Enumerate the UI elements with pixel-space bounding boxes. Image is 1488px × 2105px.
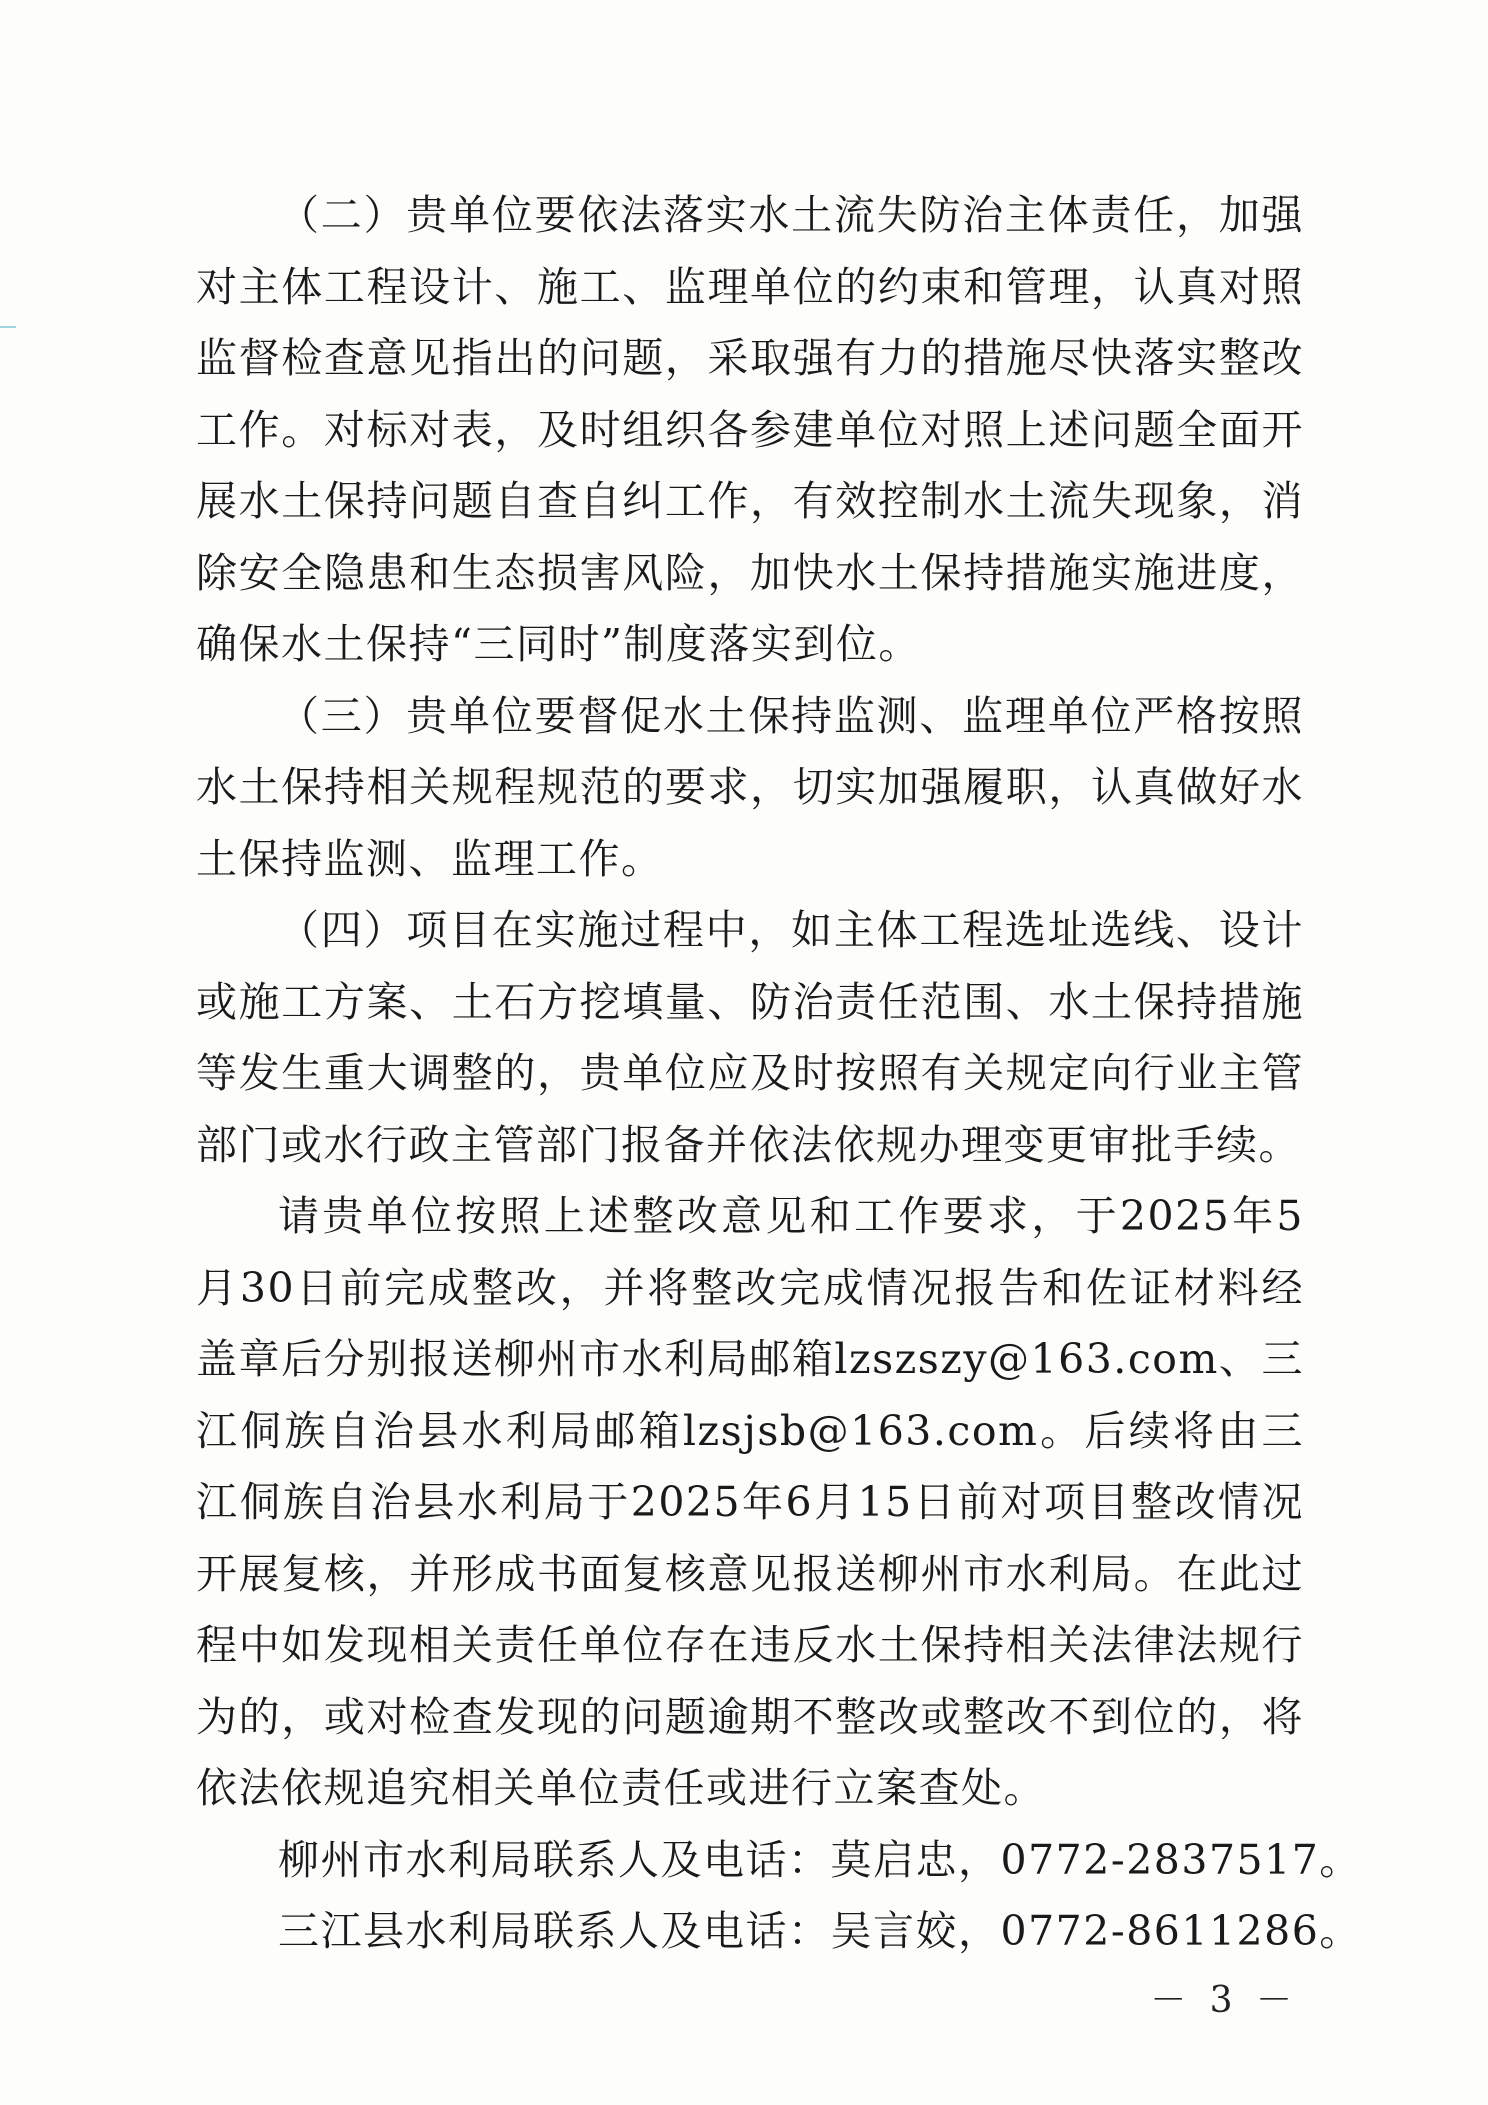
paragraph-item-4: （四）项目在实施过程中，如主体工程选址选线、设计或施工方案、土石方挖填量、防治责任范围、水土保持措施等发生重大调整的，贵单位应及时按照有关规定向行业主管部门或水行政主管部门报备并依法依规办理变更审批手续。: [196, 906, 1304, 1169]
page-number: － 3 －: [1150, 1980, 1298, 2021]
contact-sanjiang: 三江县水利局联系人及电话：吴言姣，0772-8611286。: [278, 1907, 1362, 1955]
paragraph-rectification-request: 请贵单位按照上述整改意见和工作要求，于2025年5月30日前完成整改，并将整改完成情况报告和佐证材料经盖章后分别报送柳州市水利局邮箱lzszszy@163.com、三江侗族自治县水利局邮箱lzsjsb@163.com。后续将由三江侗族自治县水利局于2025年6月15日前对项目整改情况开展复核，并形成书面复核意见报送柳州市水利局。在此过程中如发现相关责任单位存在违反水土保持相关法律法规行为的，或对检查发现的问题逾期不整改或整改不到位的，将依法依规追究相关单位责任或进行立案查处。: [196, 1192, 1304, 1812]
document-body: [196, 180, 1362, 1968]
paragraph-item-3: （三）贵单位要督促水土保持监测、监理单位严格按照水土保持相关规程规范的要求，切实加强履职，认真做好水土保持监测、监理工作。: [196, 691, 1304, 883]
paragraph-item-2: （二）贵单位要依法落实水土流失防治主体责任，加强对主体工程设计、施工、监理单位的约束和管理，认真对照监督检查意见指出的问题，采取强有力的措施尽快落实整改工作。对标对表，及时组织各参建单位对照上述问题全面开展水土保持问题自查自纠工作，有效控制水土流失现象，消除安全隐患和生态损害风险，加快水土保持措施实施进度，确保水土保持“三同时”制度落实到位。: [196, 191, 1304, 668]
contact-liuzhou: 柳州市水利局联系人及电话：莫启忠，0772-2837517。: [278, 1835, 1362, 1884]
scan-edge-mark: [0, 326, 16, 328]
